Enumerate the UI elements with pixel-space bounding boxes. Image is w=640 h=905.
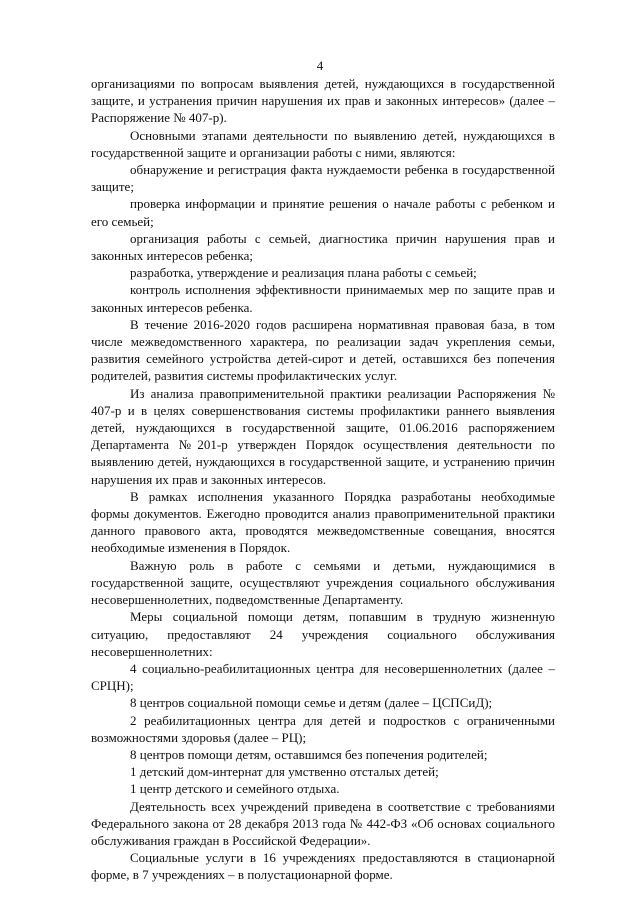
paragraph-social-help: Меры социальной помощи детям, попавшим в трудную жизненную ситуацию, предоставляют 24 учреждения социального обслуживания несовершеннолетних: xyxy=(91,609,555,659)
list-item-recreation-center: 1 центр детского и семейного отдыха. xyxy=(130,781,340,797)
list-item-organization: организация работы с семьей, диагностика причин нарушения прав и законных интересов ребенка; xyxy=(91,230,555,264)
paragraph-stages-intro: Основными этапами деятельности по выявлению детей, нуждающихся в государственной защите и организации работы с ними, являются: xyxy=(91,127,555,160)
list-item-cspsid: 8 центров социальной помощи семье и детям (далее – ЦСПСиД); xyxy=(130,695,493,711)
paragraph-federal-law: Деятельность всех учреждений приведена в соответствие с требованиями Федерального закона от 28 декабря 2013 года № 442-ФЗ «Об основах социального обслуживания граждан в Российской Федерации». xyxy=(91,798,555,848)
list-item-boarding-home: 1 детский дом-интернат для умственно отсталых детей; xyxy=(130,764,439,780)
paragraph-continuation: организациями по вопросам выявления детей, нуждающихся в государственной защите, и устранения причин нарушения их прав и законных интересов» (далее – Распоряжение № 407-р). xyxy=(91,76,555,126)
list-item-verification: проверка информации и принятие решения о начале работы с ребенком и его семьей; xyxy=(91,196,555,229)
paragraph-legal-base: В течение 2016-2020 годов расширена нормативная правовая база, в том числе межведомственного характера, по реализации задач укрепления семьи, развития семейного устройства детей-сирот и детей, оставшихся без попечения родителей, развития системы профилактических услуг. xyxy=(91,316,555,384)
paragraph-institutions-role: Важную роль в работе с семьями и детьми, нуждающимися в государственной защите, осуществляют учреждения социального обслуживания несовершеннолетних, подведомственные Департаменту. xyxy=(91,557,555,608)
document-body xyxy=(91,75,555,884)
list-item-srcn: 4 социально-реабилитационных центра для несовершеннолетних (далее – СРЦН); xyxy=(91,660,555,694)
paragraph-forms: В рамках исполнения указанного Порядка разработаны необходимые формы документов. Ежегодно проводится анализ правоприменительной практики данного правового акта, проводятся межведомственные совещания, вносятся необходимые изменения в Порядок. xyxy=(91,488,555,556)
list-item-detection: обнаружение и регистрация факта нуждаемости ребенка в государственной защите; xyxy=(91,162,555,195)
list-item-orphan-centers: 8 центров помощи детям, оставшимся без попечения родителей; xyxy=(130,746,488,762)
list-item-control: контроль исполнения эффективности принимаемых мер по защите прав и законных интересов ребенка. xyxy=(91,282,555,315)
list-item-rc: 2 реабилитационных центра для детей и подростков с ограниченными возможностями здоровья (далее – РЦ); xyxy=(91,712,555,745)
paragraph-services-forms: Социальные услуги в 16 учреждениях предоставляются в стационарной форме, в 7 учреждениях – в полустационарной форме. xyxy=(91,850,555,883)
page-number: 4 xyxy=(316,58,324,73)
list-item-plan: разработка, утверждение и реализация плана работы с семьей; xyxy=(130,265,477,281)
paragraph-practice-analysis: Из анализа правоприменительной практики реализации Распоряжения № 407-р и в целях совершенствования системы профилактики раннего выявления детей, нуждающихся в государственной защите, 01.06.2016 распоряжением Департамента №201-р утвержден Порядок осуществления деятельности по выявлению детей, нуждающихся в государственной защите, и устранению причин нарушения их прав и законных интересов. xyxy=(91,385,555,487)
